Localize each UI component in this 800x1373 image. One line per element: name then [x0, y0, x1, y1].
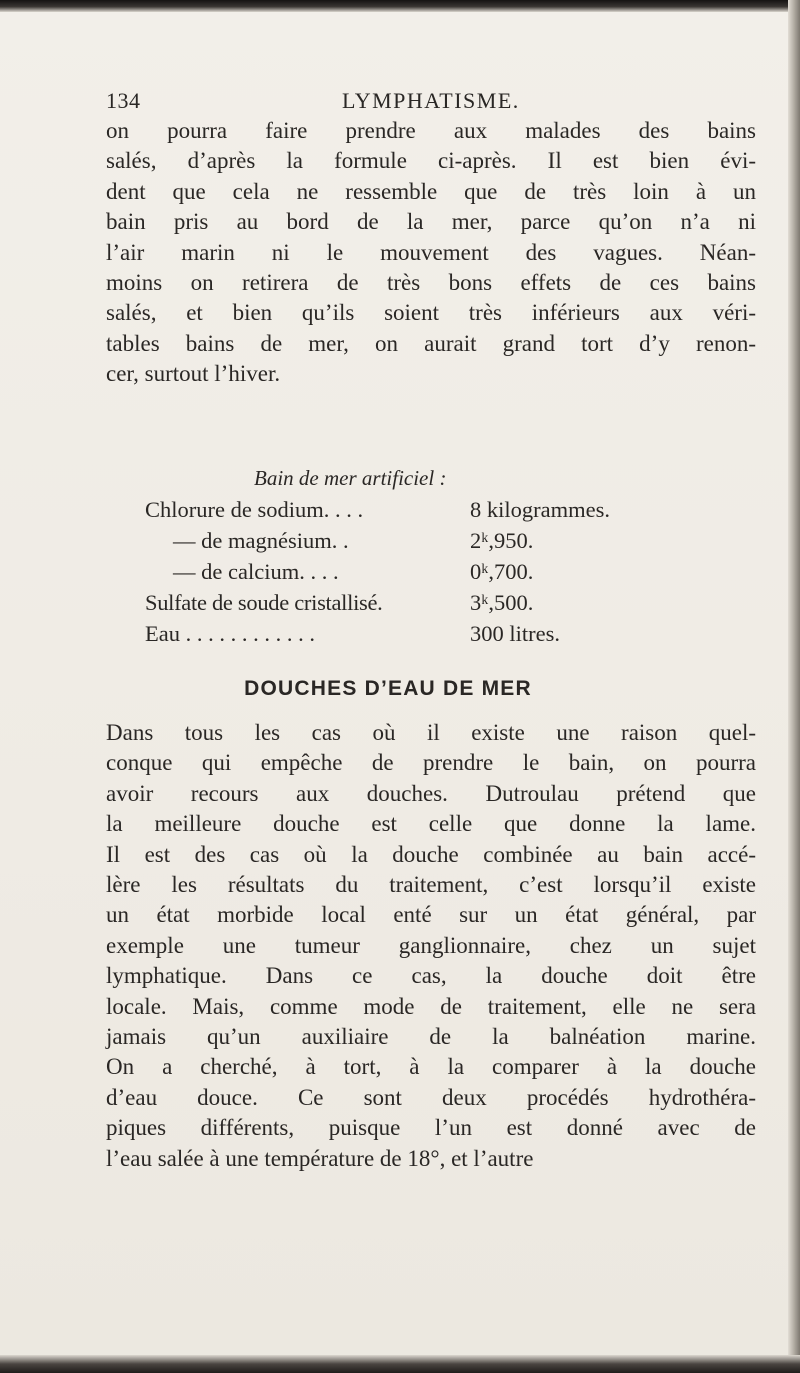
text-line: jamais qu’un auxiliaire de la balnéation marine.	[106, 1024, 756, 1050]
text-line: avoir recours aux douches. Dutroulau prétend que	[106, 780, 756, 806]
page-top-shadow	[0, 0, 800, 12]
ingredient-label: Eau . . . . . . . . . . . .	[145, 621, 315, 646]
running-title: LYMPHATISME.	[342, 88, 520, 113]
text-line: moins on retirera de très bons effets de ces bains	[106, 270, 756, 296]
text-line: cer, surtout l’hiver.	[106, 361, 281, 387]
text-line: la meilleure douche est celle que donne la lame.	[106, 811, 756, 837]
paragraph-salt-baths	[106, 116, 756, 390]
paragraph-sea-water-showers	[106, 718, 756, 1174]
page-bottom-shadow	[0, 1355, 800, 1373]
section-heading	[0, 677, 800, 701]
text-line: locale. Mais, comme mode de traitement, elle ne sera	[106, 993, 756, 1019]
recipe-title: Bain de mer artificiel :	[254, 466, 447, 490]
page-number: 134	[106, 88, 141, 113]
ingredient-quantity: 300 litres.	[470, 621, 560, 646]
section-heading-text: DOUCHES D’EAU DE MER	[244, 677, 532, 700]
ingredient-quantity: 2ᵏ,950.	[470, 528, 534, 553]
text-line: on pourra faire prendre aux malades des bains	[106, 118, 756, 143]
text-line: l’air marin ni le mouvement des vagues. Néan-	[106, 239, 756, 265]
ingredient-label: — de magnésium. .	[173, 528, 349, 553]
ingredient-label: Sulfate de soude cristallisé.	[145, 590, 383, 615]
text-line: l’eau salée à une température de 18°, et l’autre	[106, 1145, 534, 1171]
text-line: exemple une tumeur ganglionnaire, chez un sujet	[106, 932, 756, 958]
ingredient-label: Chlorure de sodium. . . .	[145, 497, 364, 522]
text-line: bain pris au bord de la mer, parce qu’on n’a ni	[106, 209, 756, 235]
text-line: tables bains de mer, on aurait grand tort d’y renon-	[106, 330, 756, 356]
text-line: d’eau douce. Ce sont deux procédés hydrothéra-	[106, 1084, 756, 1110]
text-line: Il est des cas où la douche combinée au bain accé-	[106, 841, 756, 867]
text-line: un état morbide local enté sur un état général, par	[106, 902, 756, 928]
text-line: lymphatique. Dans ce cas, la douche doit être	[106, 963, 756, 989]
running-header	[106, 88, 756, 118]
text-line: lère les résultats du traitement, c’est lorsqu’il existe	[106, 872, 756, 898]
text-line: salés, d’après la formule ci-après. Il est bien évi-	[106, 148, 756, 174]
text-line: salés, et bien qu’ils soient très inférieurs aux véri-	[106, 300, 756, 326]
ingredient-quantity: 3ᵏ,500.	[470, 590, 534, 615]
text-line: conque qui empêche de prendre le bain, on pourra	[106, 750, 756, 776]
text-line: dent que cela ne ressemble que de très loin à un	[106, 178, 756, 204]
ingredient-label: — de calcium. . . .	[173, 559, 339, 584]
ingredient-quantity: 8 kilogrammes.	[470, 497, 610, 522]
text-line: piques différents, puisque l’un est donné avec de	[106, 1115, 756, 1141]
ingredient-quantity: 0ᵏ,700.	[470, 559, 534, 584]
text-line: Dans tous les cas où il existe une raison quel-	[106, 720, 756, 745]
text-line: On a cherché, à tort, à la comparer à la douche	[106, 1054, 756, 1080]
